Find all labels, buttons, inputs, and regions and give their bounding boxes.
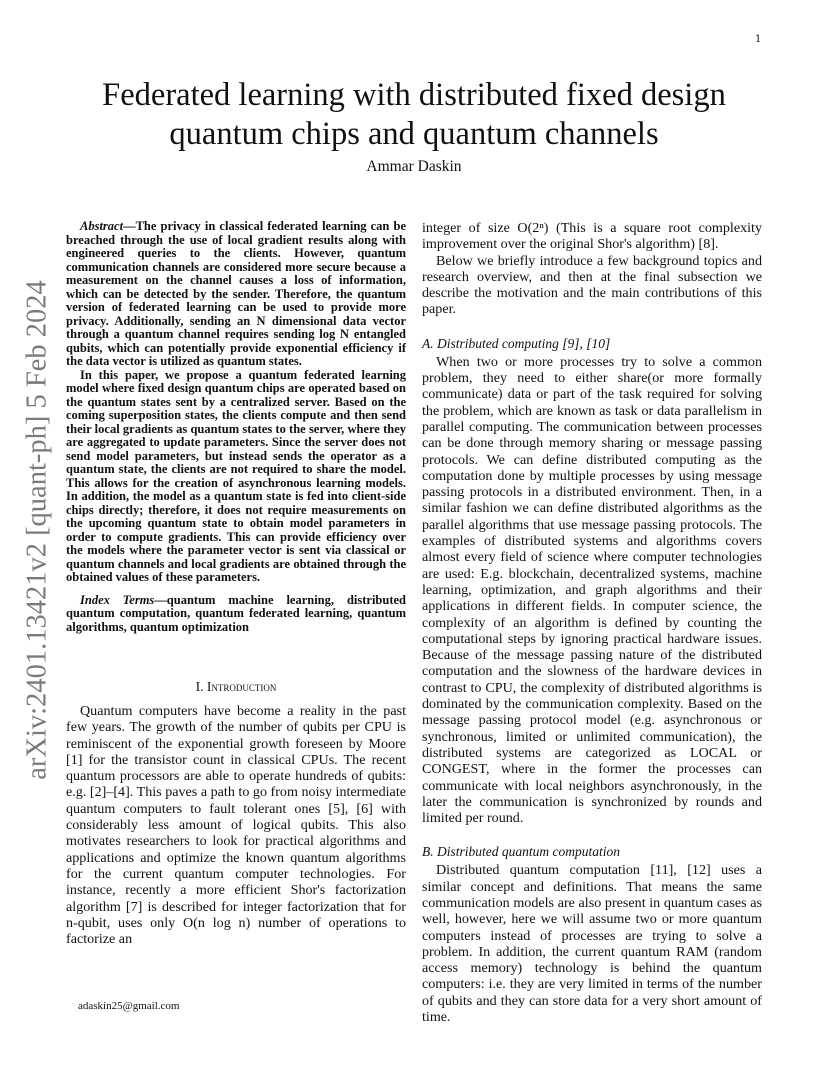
subsection-heading-b: B. Distributed quantum computation <box>422 844 620 860</box>
subsection-heading-a: A. Distributed computing [9], [10] <box>422 335 611 351</box>
page-number: 1 <box>755 34 762 45</box>
author-name: Ammar Daskin <box>366 158 462 175</box>
subsection-a-paragraph: When two or more processes try to solve a common problem, they need to either share(or more formally communicate) data or part of the task required for solving the problem, which are known as task or data parallelism in parallel computing. The communication between processes can be done through memory sharing or message passing protocols. We can define distributed computing as the computation done by multiple processes by using message passing protocols in a distributed environment. Then, in a similar fashion we can define distributed algorithms as the parallel algorithms that use message passing protocols. The examples of distributed systems and algorithms covers almost every field of science where computer technologies are used: E.g. blockchain, decentralized systems, machine learning, optimization, and graph algorithms and their applications in different fields. In computer science, the complexity of an algorithm is defined by counting the computational steps by ignoring practical hardware issues. Because of the message passing nature of the distributed computation and the slowness of the hardware devices in contrast to CPU, the complexity of distributed algorithms is dominated by the communication complexity. Based on the message passing protocol model (e.g. asynchronous or synchronous, limited or unlimited communication), the distributed systems are categorized as LOCAL or CONGEST, where in the former the processes can communicate with local neighbors asynchronously, in the later the communication is synchronized by rounds and limited per round. <box>422 353 762 827</box>
introduction-body <box>66 703 406 947</box>
index-terms <box>66 594 406 635</box>
section-number: I. <box>195 679 204 694</box>
abstract-text-1: —The privacy in classical federated learning can be breached through the use of local gradient results along with engineered queries to the clients. However, quantum communication channels are considered more secure because a measurement on the channel causes a loss of information, which can be detected by the sender. Therefore, the quantum version of federated learning can be used to provide more privacy. Additionally, sending an N dimensional data vector through a quantum channel requires sending log N entangled qubits, which can potentially provide exponential efficiency if the data vector is utilized as quantum states. <box>66 219 406 368</box>
section-heading-introduction <box>66 679 406 695</box>
overview-paragraph: Below we briefly introduce a few background topics and research overview, and then at the final subsection we describe the motivation and the main contributions of this paper. <box>422 252 762 318</box>
abstract-lead: Abstract <box>80 219 124 233</box>
footnote-email: adaskin25@gmail.com <box>78 1000 180 1012</box>
arxiv-sidebar-stamp <box>20 280 56 780</box>
section-title: Introduction <box>206 679 277 694</box>
continued-paragraph: integer of size O(2ⁿ) (This is a square root complexity improvement over the original Shor's algorithm) [8]. <box>422 220 762 253</box>
arxiv-identifier: arXiv:2401.13421v2 [quant-ph] 5 Feb 2024 <box>22 280 54 780</box>
subsection-b-paragraph: Distributed quantum computation [11], [12] uses a similar concept and definitions. That means the same communication models are also present in quantum cases as well, however, here we will assume two or more quantum computers instead of processes are trying to solve a problem. In addition, the current quantum RAM (random access memory) technology is behind the quantum computers: i.e. they are very limited in terms of the number of qubits and they can store data for a very short amount of time. <box>422 862 762 1026</box>
left-column <box>66 220 406 947</box>
introduction-paragraph-1: Quantum computers have become a reality in the past few years. The growth of the number of qubits per CPU is reminiscent of the exponential growth foreseen by Moore [1] for the transistor count in classical CPUs. The recent quantum processors are able to operate hundreds of qubits: e.g. [2]–[4]. This paves a path to go from noisy intermediate quantum computers to fault tolerant ones [5], [6] with considerably less amount of logical qubits. This also motivates researchers to look for practical algorithms and applications and optimize the known quantum algorithms for the current quantum computer technologies. For instance, recently a more efficient Shor's factorization algorithm [7] is described for integer factorization that for n-qubit, uses only O(n log n) number of operations to factorize an <box>66 703 406 948</box>
abstract <box>66 220 406 634</box>
paper-title <box>60 76 768 154</box>
title-line-1: Federated learning with distributed fixed design <box>102 77 726 113</box>
subsection-b-body <box>422 862 762 1025</box>
subsection-a-body <box>422 354 762 827</box>
right-column-body <box>422 220 762 318</box>
abstract-paragraph-2: In this paper, we propose a quantum federated learning model where fixed design quantum chips are operated based on the quantum states sent by a centralized server. Based on the coming superposition states, the clients compute and then send their local gradients as quantum states to the server, where they are aggregated to update parameters. Since the server does not send model parameters, but instead sends the operator as a quantum state, the clients are not required to share the model. This allows for the creation of asynchronous learning models. In addition, the model as a quantum state is fed into client-side chips directly; therefore, it does not require measurements on the upcoming quantum state to obtain model parameters in order to compute gradients. This can provide efficiency over the models where the parameter vector is sent via classical or quantum channels and local gradients are obtained through the obtained values of these parameters. <box>66 367 406 584</box>
right-column <box>422 220 762 1025</box>
abstract-paragraph-1 <box>66 220 406 369</box>
index-terms-text: —quantum machine learning, distributed quantum computation, quantum federated learning, quantum algorithms, quantum optimization <box>66 592 406 634</box>
title-line-2: quantum chips and quantum channels <box>169 116 659 152</box>
index-terms-lead: Index Terms <box>80 592 155 607</box>
